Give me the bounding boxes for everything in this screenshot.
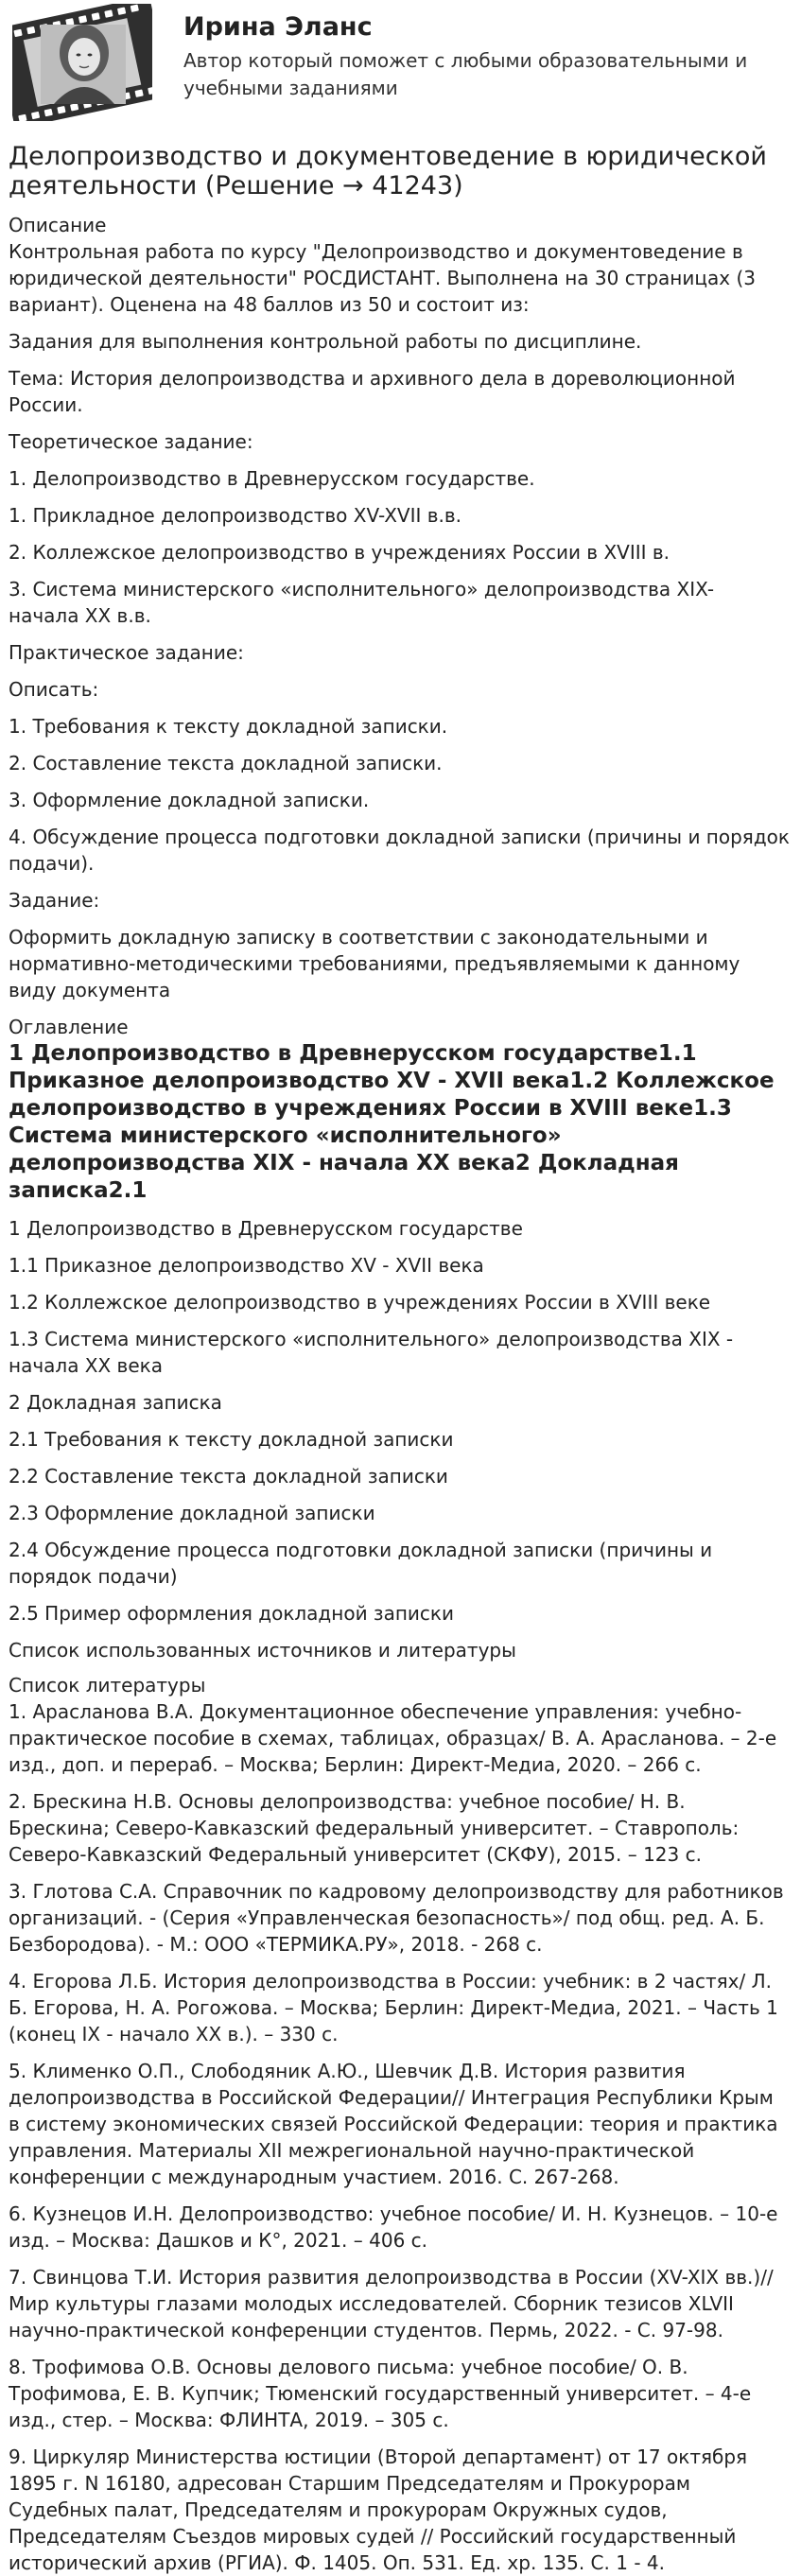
toc-heading: 1 Делопроизводство в Древнерусском государстве1.1 Приказное делопроизводство XV - XVII века1.2 Коллежское делопроизводство в учреждениях России в XVIII веке1.3 Система министерского «исполнительного» делопроизводства XIX - начала XX века2 Докладная записка2.1 bbox=[9, 1041, 775, 1203]
toc-item: Список использованных источников и литературы bbox=[9, 1639, 516, 1662]
paragraph: Задание: bbox=[9, 889, 100, 912]
paragraph: Тема: История делопроизводства и архивного дела в дореволюционной России. bbox=[9, 367, 736, 416]
paragraph: 4. Обсуждение процесса подготовки докладной записки (причины и порядок подачи). bbox=[9, 826, 790, 875]
paragraph: 1. Требования к тексту докладной записки. bbox=[9, 715, 448, 738]
author-avatar[interactable] bbox=[12, 4, 152, 121]
paragraph: 2. Составление текста докладной записки. bbox=[9, 752, 443, 775]
literature-list bbox=[9, 1698, 790, 2576]
toc-item: 2 Докладная записка bbox=[9, 1391, 222, 1414]
literature-item: 1. Арасланова В.А. Документационное обеспечение управления: учебно-практическое пособие в схемах, таблицах, образцах/ В. А. Арасланова. – 2-е изд., доп. и перераб. – Москва; Берлин: Директ-Медиа, 2020. – 266 с. bbox=[9, 1700, 777, 1776]
toc-item: 1.3 Система министерского «исполнительного» делопроизводства XIX - начала XX века bbox=[9, 1328, 734, 1377]
description-paragraphs bbox=[9, 328, 790, 1003]
toc-list bbox=[9, 1215, 790, 1663]
paragraph: Оформить докладную записку в соответствии с законодательными и нормативно-методическими требованиями, предъявляемыми к данному виду документа bbox=[9, 926, 740, 1001]
literature-item: 9. Циркуляр Министерства юстиции (Второй департамент) от 17 октября 1895 г. N 16180, адресован Старшим Председателям и Прокурорам Судебных палат, Председателям и прокурорам Окружных судов, Председателям Съездов мировых судей // Российский государственный исторический архив (РГИА). Ф. 1405. Оп. 531. Ед. хр. 135. С. 1 - 4. bbox=[9, 2445, 748, 2574]
toc-item: 2.1 Требования к тексту докладной записки bbox=[9, 1428, 454, 1451]
paragraph: Описать: bbox=[9, 678, 99, 701]
author-name[interactable]: Ирина Эланс bbox=[183, 12, 373, 42]
literature-item: 8. Трофимова О.В. Основы делового письма: учебное пособие/ О. В. Трофимова, Е. В. Купчик; Тюменский государственный университет. – 4-е изд., стер. – Москва: ФЛИНТА, 2019. – 305 с. bbox=[9, 2356, 752, 2431]
literature-item: 7. Свинцова Т.И. История развития делопроизводства в России (XV-XIX вв.)// Мир культуры глазами молодых исследователей. Сборник тезисов XLVII научно-практической конференции студентов. Пермь, 2022. - С. 97-98. bbox=[9, 2266, 774, 2341]
literature-label: Список литературы bbox=[9, 1674, 206, 1697]
paragraph: 2. Коллежское делопроизводство в учреждениях России в XVIII в. bbox=[9, 541, 670, 564]
toc-item: 1.2 Коллежское делопроизводство в учреждениях России в XVIII веке bbox=[9, 1291, 711, 1314]
page-title: Делопроизводство и документоведение в юридической деятельности (Решение → 41243) bbox=[9, 142, 767, 200]
literature-item: 3. Глотова С.А. Справочник по кадровому делопроизводству для работников организаций. - (Серия «Управленческая безопасность»/ под общ. ред. А. Б. Безбородова). - М.: ООО «ТЕРМИКА.РУ», 2018. - 268 с. bbox=[9, 1880, 784, 1956]
literature-item: 6. Кузнецов И.Н. Делопроизводство: учебное пособие/ И. Н. Кузнецов. – 10-е изд. – Москва: Дашков и К°, 2021. – 406 с. bbox=[9, 2202, 778, 2252]
paragraph: 3. Оформление докладной записки. bbox=[9, 789, 370, 811]
description-intro: Контрольная работа по курсу "Делопроизводство и документоведение в юридической деятельности" РОСДИСТАНТ. Выполнена на 30 страницах (3 вариант). Оценена на 48 баллов из 50 и состоит из: bbox=[9, 240, 756, 316]
toc-item: 1.1 Приказное делопроизводство XV - XVII века bbox=[9, 1254, 484, 1277]
toc-item: 2.5 Пример оформления докладной записки bbox=[9, 1602, 454, 1625]
paragraph: Задания для выполнения контрольной работы по дисциплине. bbox=[9, 330, 642, 353]
description-label: Описание bbox=[9, 214, 107, 236]
toc-item: 2.2 Составление текста докладной записки bbox=[9, 1465, 448, 1488]
author-description: Автор который поможет с любыми образовательными и учебными заданиями bbox=[183, 49, 748, 99]
toc-item: 2.4 Обсуждение процесса подготовки докладной записки (причины и порядок подачи) bbox=[9, 1539, 713, 1588]
paragraph: Практическое задание: bbox=[9, 641, 244, 664]
literature-item: 2. Брескина Н.В. Основы делопроизводства: учебное пособие/ Н. В. Брескина; Северо-Кавказский федеральный университет. – Ставрополь: Северо-Кавказский Федеральный университет (СКФУ), 2015. – 123 с. bbox=[9, 1790, 740, 1866]
literature-item: 5. Клименко О.П., Слободяник А.Ю., Шевчик Д.В. История развития делопроизводства в Российской Федерации// Интеграция Республики Крым в систему экономических связей Российской Федерации: теория и практика управления. Материалы XII межрегиональной научно-практической конференции с международным участием. 2016. С. 267-268. bbox=[9, 2060, 778, 2188]
toc-item: 2.3 Оформление докладной записки bbox=[9, 1502, 375, 1524]
paragraph: 3. Система министерского «исполнительного» делопроизводства XIX- начала XX в.в. bbox=[9, 578, 715, 627]
paragraph: Теоретическое задание: bbox=[9, 430, 253, 453]
toc-label: Оглавление bbox=[9, 1016, 129, 1038]
author-card bbox=[9, 0, 790, 142]
toc-item: 1 Делопроизводство в Древнерусском государстве bbox=[9, 1217, 523, 1240]
paragraph: 1. Делопроизводство в Древнерусском государстве. bbox=[9, 467, 535, 490]
literature-item: 4. Егорова Л.Б. История делопроизводства в России: учебник: в 2 частях/ Л. Б. Егорова, Н. А. Рогожова. – Москва; Берлин: Директ-Медиа, 2021. – Часть 1 (конец IX - начало XX в.). – 330 с. bbox=[9, 1970, 778, 2045]
paragraph: 1. Прикладное делопроизводство XV-XVII в.в. bbox=[9, 504, 462, 527]
